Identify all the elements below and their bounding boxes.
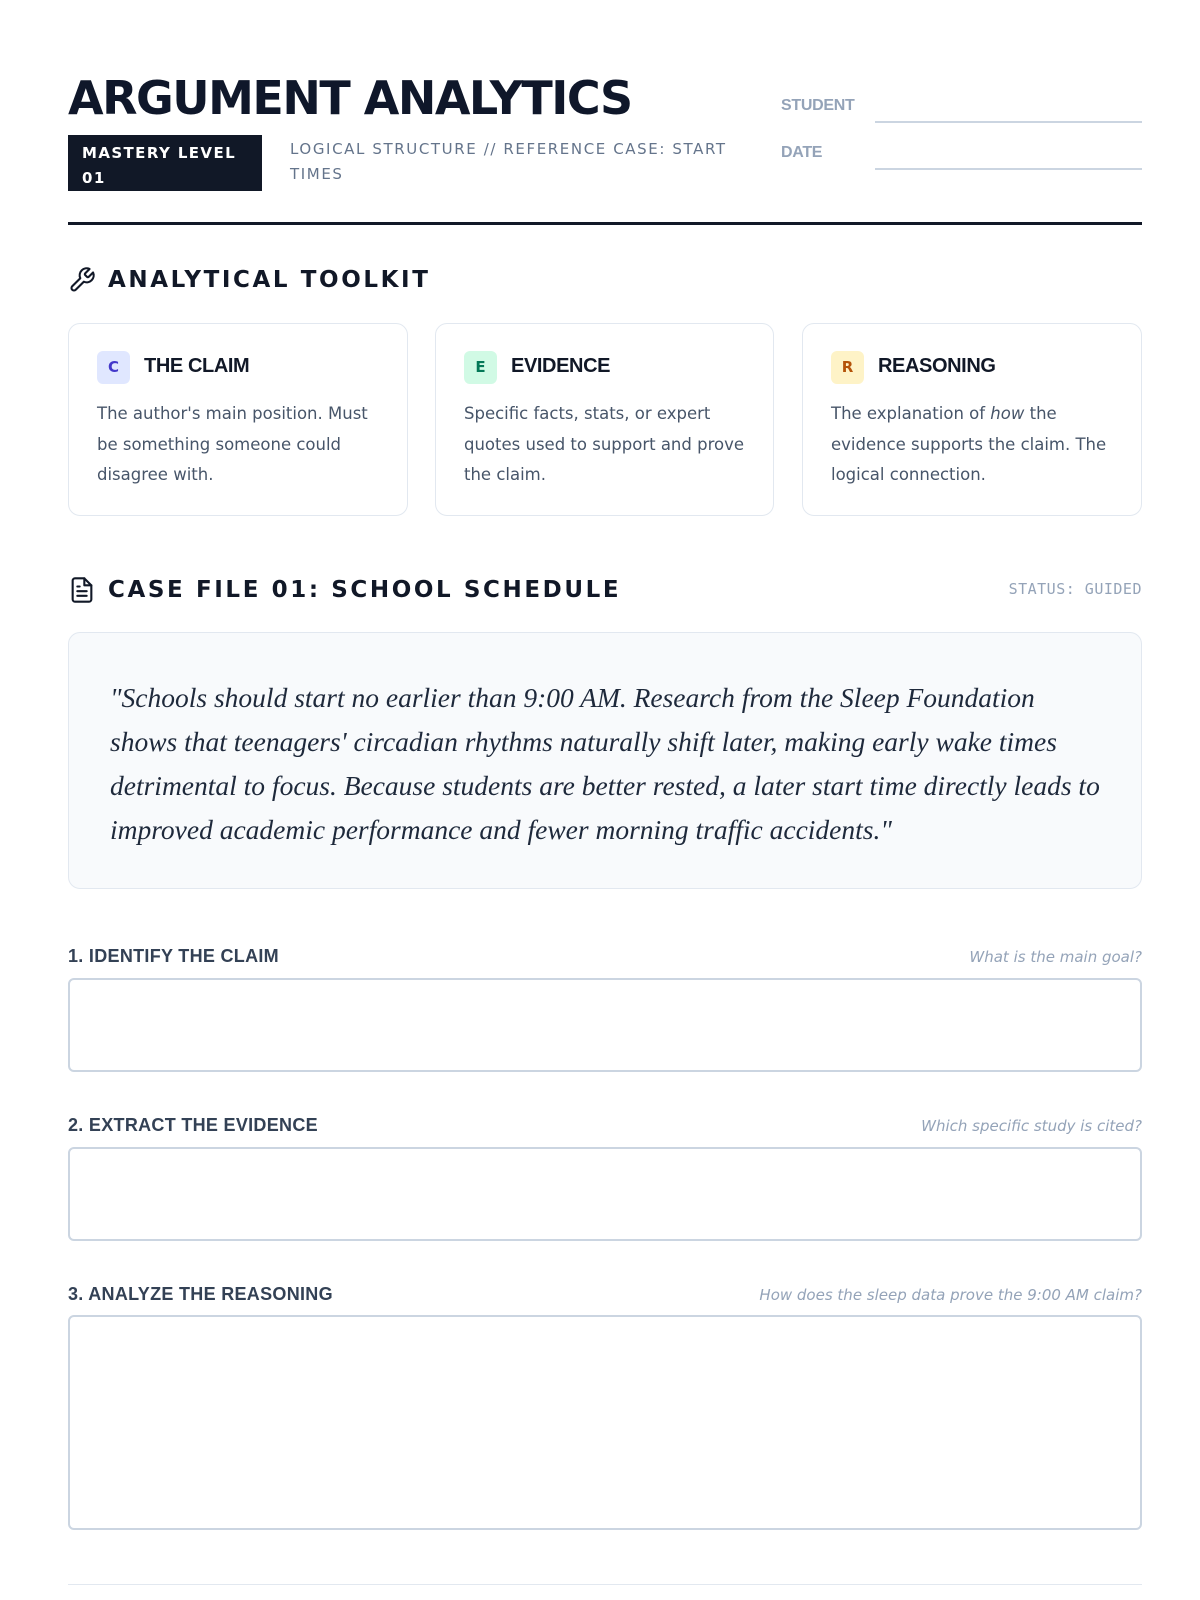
toolkit-heading: ANALYTICAL TOOLKIT bbox=[108, 267, 431, 293]
question-label: 1. IDENTIFY THE CLAIM bbox=[68, 946, 279, 966]
student-label: STUDENT bbox=[781, 97, 855, 114]
document-icon bbox=[68, 576, 96, 604]
reasoning-card-body bbox=[831, 399, 1115, 491]
case-section-heading bbox=[68, 574, 1142, 606]
reasoning-card-title: REASONING bbox=[878, 355, 996, 377]
claim-card-title: THE CLAIM bbox=[144, 355, 250, 377]
evidence-card-title: EVIDENCE bbox=[511, 355, 611, 377]
toolkit-cards bbox=[68, 323, 1142, 516]
worksheet-header bbox=[68, 0, 1142, 225]
reasoning-body-start: The explanation of bbox=[831, 404, 991, 423]
evidence-letter-icon: E bbox=[464, 351, 497, 384]
student-field[interactable] bbox=[781, 93, 1142, 123]
date-line[interactable] bbox=[875, 168, 1142, 170]
evidence-card-body: Specific facts, stats, or expert quotes used to support and prove the claim. bbox=[464, 404, 745, 484]
case-quote: "Schools should start no earlier than 9:00 AM. Research from the Sleep Foundation shows that teenagers' circadian rhythms naturally shift later, making early wake times detrimental to focus. Because students are better rested, a later start time directly leads to improved academic performance and fewer morning traffic accidents." bbox=[110, 682, 1100, 845]
claim-answer-field[interactable] bbox=[68, 978, 1142, 1072]
mastery-level-badge: MASTERY LEVEL 01 bbox=[68, 135, 262, 191]
status-badge: STATUS: GUIDED bbox=[1008, 580, 1142, 598]
question-hint: How does the sleep data prove the 9:00 AM claim? bbox=[759, 1286, 1142, 1304]
reasoning-card bbox=[802, 323, 1142, 516]
claim-card bbox=[68, 323, 408, 516]
footer-divider bbox=[68, 1584, 1142, 1585]
claim-card-body: The author's main position. Must be something someone could disagree with. bbox=[97, 404, 368, 484]
reasoning-body-emphasis: how bbox=[990, 404, 1025, 423]
reasoning-body-end: the evidence supports the claim. The logical connection. bbox=[831, 404, 1107, 484]
toolkit-section-heading bbox=[68, 264, 1142, 296]
reasoning-letter-icon: R bbox=[831, 351, 864, 384]
question-hint: Which specific study is cited? bbox=[921, 1117, 1142, 1135]
date-label: DATE bbox=[781, 144, 823, 161]
date-field[interactable] bbox=[781, 140, 1142, 170]
student-line[interactable] bbox=[875, 121, 1142, 123]
case-heading: CASE FILE 01: SCHOOL SCHEDULE bbox=[108, 577, 622, 603]
evidence-answer-field[interactable] bbox=[68, 1147, 1142, 1241]
question-label: 2. EXTRACT THE EVIDENCE bbox=[68, 1115, 318, 1135]
page-title: ARGUMENT ANALYTICS bbox=[68, 71, 632, 125]
evidence-card bbox=[435, 323, 774, 516]
wrench-icon bbox=[68, 266, 96, 294]
question-hint: What is the main goal? bbox=[969, 948, 1142, 966]
case-quote-box bbox=[68, 632, 1142, 889]
worksheet-page bbox=[68, 0, 1142, 1304]
page-subtitle: LOGICAL STRUCTURE // REFERENCE CASE: START TIMES bbox=[290, 140, 727, 183]
claim-letter-icon: C bbox=[97, 351, 130, 384]
reasoning-answer-field[interactable] bbox=[68, 1315, 1142, 1530]
question-label: 3. ANALYZE THE REASONING bbox=[68, 1284, 333, 1304]
